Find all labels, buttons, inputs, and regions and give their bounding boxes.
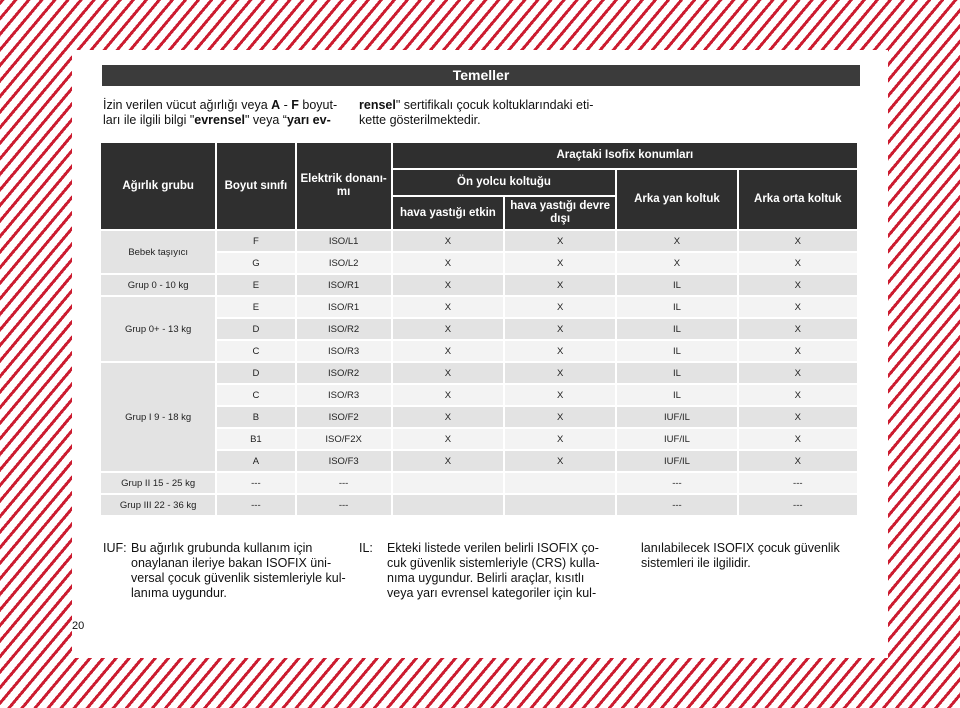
table-cell: IUF/IL [617,407,736,427]
table-cell: F [217,231,294,251]
table-cell: X [505,407,615,427]
table-cell: ISO/R1 [297,275,391,295]
table-cell: X [739,407,857,427]
table-cell: ISO/L2 [297,253,391,273]
table-cell: G [217,253,294,273]
header-isofix-positions: Araçtaki Isofix konumları [393,143,857,168]
table-row [101,473,857,493]
table-cell: X [393,319,503,339]
table-cell: X [505,341,615,361]
header-rear-center: Arka orta koltuk [739,170,857,229]
table-cell: X [393,363,503,383]
table-cell: ISO/F3 [297,451,391,471]
table-cell: X [739,429,857,449]
section-title: Temeller [102,65,860,86]
table-cell: X [393,407,503,427]
table-cell: B [217,407,294,427]
note-il-continued: lanılabilecek ISOFIX çocuk güvenlik sistemleri ile ilgilidir. [641,541,840,570]
table-cell: X [739,319,857,339]
table-cell: ISO/R3 [297,341,391,361]
note-il-text: Ekteki listede verilen belirli ISOFIX ço-cuk güvenlik sistemleriyle (CRS) kulla-nıma uygundur. Belirli araçlar, kısıtlı veya yarı evrensel kategoriler için kul- [387,541,600,600]
table-cell: ISO/F2 [297,407,391,427]
table-cell: ISO/F2X [297,429,391,449]
weight-group-cell: Grup III 22 - 36 kg [101,495,215,515]
table-cell: IUF/IL [617,451,736,471]
header-front-seat: Ön yolcu koltuğu [393,170,616,195]
weight-group-cell: Grup 0 - 10 kg [101,275,215,295]
table-cell [505,473,615,493]
table-cell: X [739,341,857,361]
table-cell: IL [617,363,736,383]
text-run: " veya “ [245,113,287,127]
table-cell: X [505,319,615,339]
table-cell: ISO/L1 [297,231,391,251]
table-cell: X [505,385,615,405]
text-run: - [280,98,292,112]
table-cell: B1 [217,429,294,449]
table-cell: X [739,385,857,405]
table-cell: X [505,363,615,383]
text-run: yarı ev- [286,113,331,127]
note-il [359,541,603,601]
table-cell: D [217,319,294,339]
table-cell [505,495,615,515]
table-cell: --- [739,495,857,515]
table-cell: D [217,363,294,383]
table-cell: C [217,385,294,405]
table-cell [393,473,503,493]
intro-text-left [103,98,343,128]
table-cell: E [217,275,294,295]
note-iuf-text: Bu ağırlık grubunda kullanım için onaylanan ileriye bakan ISOFIX üni-versal çocuk güvenlik sistemleriyle kul-lanıma uygundur. [131,541,346,600]
table-cell: X [739,363,857,383]
text-run: evrensel [194,113,246,127]
table-cell: X [739,451,857,471]
table-cell: X [393,275,503,295]
table-cell: --- [297,495,391,515]
table-cell: IL [617,385,736,405]
table-cell [393,495,503,515]
weight-group-cell: Grup 0+ - 13 kg [101,297,215,361]
table-cell: X [393,451,503,471]
table-cell: ISO/R2 [297,319,391,339]
text-run: " sertifikalı çocuk koltuklarındaki eti-kette gösterilmektedir. [359,98,594,127]
table-cell: X [505,275,615,295]
header-weight-group: Ağırlık grubu [101,143,215,229]
header-equipment: Elektrik donanı-mı [297,143,391,229]
table-cell: X [505,429,615,449]
text-run: rensel [359,98,396,112]
table-cell: X [393,429,503,449]
table-cell: X [617,253,736,273]
note-iuf-key: IUF: [103,541,127,555]
table-cell: X [505,297,615,317]
text-run: boyut-ları ile ilgili bilgi " [103,98,338,127]
isofix-table [99,141,859,517]
table-cell: X [393,231,503,251]
table-row [101,363,857,383]
table-cell: --- [297,473,391,493]
table-cell: ISO/R3 [297,385,391,405]
table-row [101,231,857,251]
table-cell: ISO/R2 [297,363,391,383]
table-cell: IUF/IL [617,429,736,449]
weight-group-cell: Bebek taşıyıcı [101,231,215,273]
table-cell: --- [617,473,736,493]
table-cell: --- [739,473,857,493]
note-il-key: IL: [359,541,373,555]
header-airbag-off: hava yastığı devre dışı [505,197,615,229]
table-cell: IL [617,341,736,361]
table-cell: --- [217,473,294,493]
table-cell: X [393,297,503,317]
manual-page [72,50,888,658]
table-cell: --- [617,495,736,515]
table-cell: X [739,297,857,317]
table-cell: IL [617,319,736,339]
text-run: A [271,98,281,112]
table-body [101,231,857,515]
table-row [101,275,857,295]
table-cell: X [617,231,736,251]
note-iuf [103,541,349,601]
table-cell: X [739,253,857,273]
weight-group-cell: Grup I 9 - 18 kg [101,363,215,471]
table-cell: --- [217,495,294,515]
table-cell: X [393,341,503,361]
table-cell: X [505,451,615,471]
table-cell: X [739,275,857,295]
table-cell: X [393,385,503,405]
text-run: İzin verilen vücut ağırlığı veya [103,98,272,112]
page-number: 20 [72,620,85,632]
text-run: F [291,98,299,112]
table-row [101,495,857,515]
table-cell: IL [617,275,736,295]
table-cell: IL [617,297,736,317]
table-cell: X [393,253,503,273]
table-row [101,297,857,317]
table-cell: E [217,297,294,317]
intro-text-right [359,98,619,128]
table-cell: A [217,451,294,471]
table-cell: ISO/R1 [297,297,391,317]
header-airbag-on: hava yastığı etkin [393,197,503,229]
table-cell: C [217,341,294,361]
table-cell: X [739,231,857,251]
table-cell: X [505,231,615,251]
weight-group-cell: Grup II 15 - 25 kg [101,473,215,493]
table-cell: X [505,253,615,273]
header-size-class: Boyut sınıfı [217,143,294,229]
header-rear-outer: Arka yan koltuk [617,170,736,229]
